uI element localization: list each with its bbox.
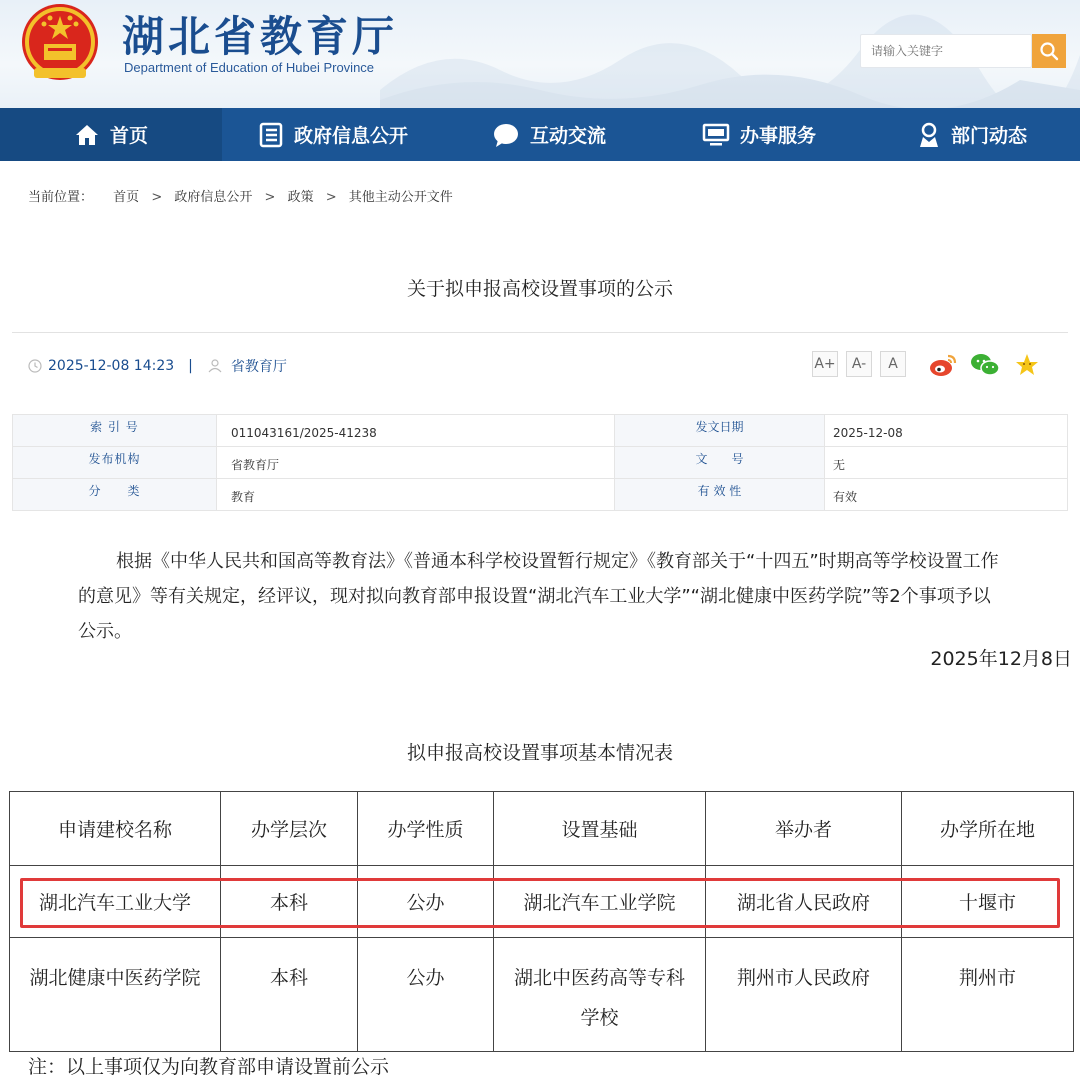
- table-header-cell: 设置基础: [494, 792, 706, 866]
- table-cell: 湖北汽车工业大学: [10, 866, 221, 938]
- nav-label: 首页: [109, 125, 148, 147]
- index-label: 索 引 号: [13, 415, 217, 447]
- font-decrease-button[interactable]: A-: [846, 351, 872, 377]
- meta-separator: |: [188, 358, 193, 374]
- table-cell: 荆州市人民政府: [706, 938, 902, 1052]
- category-value: 教育: [217, 479, 615, 511]
- nav-item-gov-info[interactable]: [222, 108, 444, 161]
- site-subtitle: Department of Education of Hubei Province: [124, 60, 375, 75]
- search-box: [860, 34, 1032, 68]
- table-header-row: [10, 792, 1074, 866]
- index-value: 011043161/2025-41238: [217, 415, 615, 447]
- wechat-share-button[interactable]: [970, 350, 1000, 380]
- article-source: 省教育厅: [230, 359, 287, 375]
- favorite-button[interactable]: [1012, 350, 1042, 380]
- breadcrumb-link-policy[interactable]: 政策: [287, 190, 314, 205]
- table-cell: 湖北中医药高等专科学校: [494, 938, 706, 1052]
- font-size-controls: [812, 351, 914, 377]
- table-cell: 湖北汽车工业学院: [494, 866, 706, 938]
- article-body: 根据《中华人民共和国高等教育法》《普通本科学校设置暂行规定》《教育部关于“十四五”时期高等学校设置工作的意见》等有关规定，经评议，现对拟向教育部申报设置“湖北汽车工业大学”“湖北健康中医药学院”等2个事项予以公示。: [78, 551, 999, 642]
- monitor-icon: [702, 123, 730, 147]
- info-row: [13, 415, 1068, 447]
- org-value: 省教育厅: [217, 447, 615, 479]
- breadcrumb-separator: >: [325, 190, 337, 205]
- notice-date: 2025年12月8日: [930, 648, 1072, 670]
- search-input[interactable]: [861, 35, 1033, 67]
- table-cell: 十堰市: [902, 866, 1074, 938]
- docno-value: 无: [825, 447, 1068, 479]
- info-row: [13, 479, 1068, 511]
- table-note: 注：以上事项仅为向教育部申请设置前公示: [28, 1056, 390, 1078]
- docno-label: 文 号: [615, 447, 825, 479]
- search-button[interactable]: [1032, 34, 1066, 68]
- person-icon: [917, 122, 941, 148]
- table-header-cell: 办学性质: [358, 792, 494, 866]
- table-cell: 公办: [358, 866, 494, 938]
- breadcrumb-link-other-files[interactable]: 其他主动公开文件: [348, 190, 453, 205]
- publish-datetime: 2025-12-08 14:23: [48, 358, 175, 374]
- table-cell: 本科: [221, 866, 358, 938]
- site-header: [0, 0, 1080, 108]
- info-row: [13, 447, 1068, 479]
- breadcrumb-separator: >: [264, 190, 276, 205]
- highlight-box: [20, 878, 1060, 928]
- org-label: 发布机构: [13, 447, 217, 479]
- table-row: [10, 938, 1074, 1052]
- wechat-icon: [970, 352, 1000, 378]
- source-icon: [207, 359, 223, 373]
- title-divider: [12, 332, 1068, 333]
- chat-icon: [492, 122, 520, 148]
- nav-item-department-news[interactable]: [864, 108, 1080, 161]
- weibo-share-button[interactable]: [928, 350, 958, 380]
- category-label: 分 类: [13, 479, 217, 511]
- nav-item-home[interactable]: [0, 108, 222, 161]
- table-cell: 公办: [358, 938, 494, 1052]
- weibo-icon: [928, 352, 958, 378]
- document-icon: [258, 122, 284, 148]
- table-cell: 湖北省人民政府: [706, 866, 902, 938]
- date-label: 发文日期: [615, 415, 825, 447]
- table-header-cell: 举办者: [706, 792, 902, 866]
- article-title: 关于拟申报高校设置事项的公示: [406, 278, 673, 300]
- clock-icon: [28, 359, 42, 373]
- table-cell: 荆州市: [902, 938, 1074, 1052]
- share-controls: [928, 350, 1054, 380]
- breadcrumb-link-home[interactable]: 首页: [113, 190, 140, 205]
- star-icon: [1014, 352, 1040, 378]
- table-header-cell: 申请建校名称: [10, 792, 221, 866]
- nav-label: 政府信息公开: [293, 125, 408, 147]
- article-meta: [28, 356, 287, 376]
- home-icon: [74, 123, 100, 147]
- nav-item-services[interactable]: [654, 108, 864, 161]
- font-reset-button[interactable]: A: [880, 351, 906, 377]
- nav-label: 互动交流: [529, 125, 606, 147]
- document-info-table: [12, 414, 1068, 511]
- main-nav: [0, 108, 1080, 161]
- validity-value: 有效: [825, 479, 1068, 511]
- breadcrumb-link-gov-info[interactable]: 政府信息公开: [174, 190, 253, 205]
- table-title: 拟申报高校设置事项基本情况表: [406, 742, 673, 764]
- validity-label: 有 效 性: [615, 479, 825, 511]
- nav-label: 办事服务: [739, 125, 816, 147]
- nav-label: 部门动态: [950, 125, 1027, 147]
- national-emblem-icon: [18, 2, 102, 86]
- breadcrumb-prefix: 当前位置：: [28, 190, 94, 205]
- font-increase-button[interactable]: A+: [812, 351, 838, 377]
- date-value: 2025-12-08: [825, 415, 1068, 447]
- table-cell: 本科: [221, 938, 358, 1052]
- nav-item-interaction[interactable]: [444, 108, 654, 161]
- breadcrumb: [28, 186, 459, 205]
- search-icon: [1039, 41, 1059, 61]
- table-header-cell: 办学所在地: [902, 792, 1074, 866]
- breadcrumb-separator: >: [151, 190, 163, 205]
- table-cell: 湖北健康中医药学院: [10, 938, 221, 1052]
- site-title: 湖北省教育厅: [122, 12, 399, 61]
- table-header-cell: 办学层次: [221, 792, 358, 866]
